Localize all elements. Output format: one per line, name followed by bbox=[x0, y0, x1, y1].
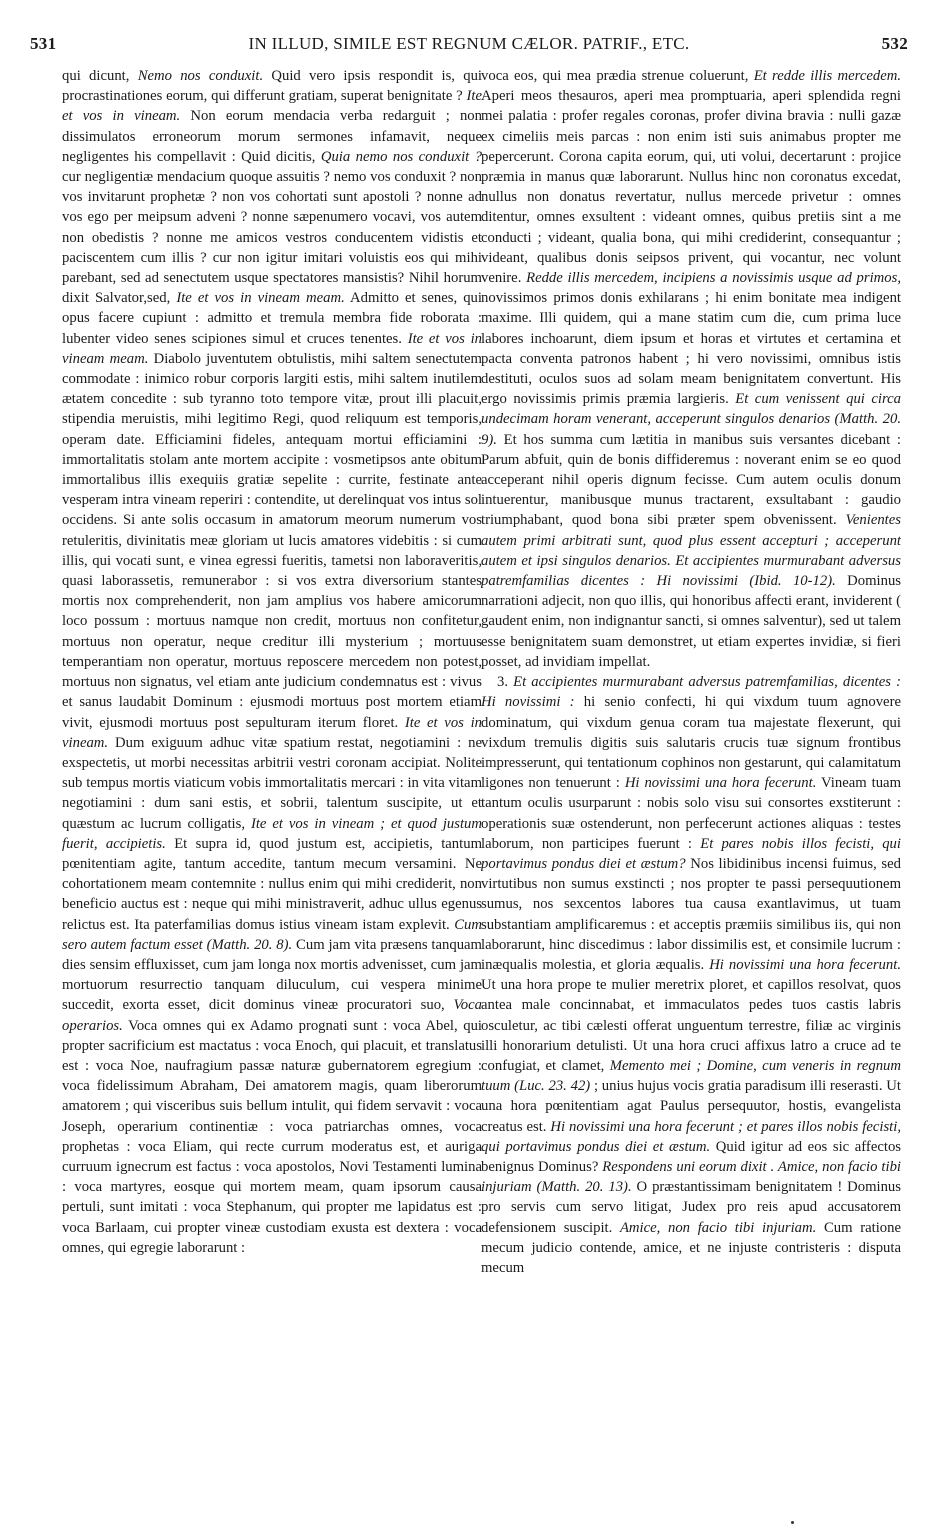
scripture-quote: Voca operarios. bbox=[62, 997, 482, 1034]
scripture-quote: Hi novissimi una hora fecerunt. bbox=[624, 775, 817, 792]
body-text-right bbox=[481, 66, 901, 1278]
scripture-quote: Ite et vos in vineam. bbox=[62, 88, 482, 125]
text-run: Dum exiguum adhuc vitæ spatium restat, negotiamini : ne exspectetis, ut morbi necessitas arbitrii vestri coronam accipiat. Nolite sub tempus mortis viaticum vobis immortalitatis mercari : in vita vitam negotiamini : dum sani estis, et sobrii, talentum suscipite, ut et quæstum ac lucrum colligatis, bbox=[62, 734, 482, 832]
scripture-quote: Nemo nos conduxit. bbox=[137, 68, 264, 84]
text-column-left bbox=[62, 66, 482, 1516]
text-run: novissimos primos donis exhilarans ; hi enim bonitate mea indigent maxime. Illi quidem, qui a mane statim cum die, cum prima luce labores inchoarunt, diem ipsum et horas et virtutes et certamina et pacta conventa patronos habent ; hi vero novissimi, omnibus istis destituti, oculos suos ad solam meam benignitatem convertunt. His ergo novissimis primis præmia largieris. bbox=[481, 290, 901, 408]
scripture-quote: Hi novissimi una hora fecerunt ; et pares illos nobis fecisti, qui portavimus pondus diei et æstum. bbox=[481, 1118, 901, 1155]
text-run: Non eorum mendacia verba redarguit ; non dissimulatos erroneorum morum sermones infamavit, neque negligentes his compellavit : Quid dicitis, bbox=[62, 108, 482, 165]
page-number-right: 532 bbox=[881, 34, 908, 53]
text-run: Dominus narrationi adjecit, non quo illis, qui honoribus affecti erant, inviderent ( gaudent enim, non indignantur sancti, si omnes salventur), sed ut talem esse benignitatem suam demonstret, ut etiam expertes invidiæ, si fieri posset, ad invidiam impellat. bbox=[481, 573, 901, 670]
text-run: cur negligentiæ mendacium quoque assuitis ? nemo vos conduxit ? non vos invitarunt prophetæ ? non vos cohortati sunt apostoli ? nonne ad vos ego per meipsum adveni ? nonne sæpenumero vocavi, vos autem non obedistis ? nonne me amicos vestros conducentem vidistis et paciscentem cum illis ? cur non igitur imitari voluistis eos qui mihi parebant, sed ad senectutem usque spectatores mansistis? Nihil horum dixit Salvator,sed, bbox=[62, 169, 482, 307]
scripture-quote: Ite et vos in vineam meam. bbox=[176, 290, 345, 307]
scripture-quote: Et pares nobis illos fecisti, qui portavimus pondus diei et æstum? bbox=[481, 835, 901, 872]
text-run: Vineam tuam tantum oculis usurparunt : nobis solo visu sui consortes exstiterunt : operationis suæ ostenderunt, non perfecerunt actiones aliquas : testes laborum, non participes fuerunt : bbox=[481, 775, 901, 852]
running-title: IN ILLUD, SIMILE EST REGNUM CÆLOR. PATRIF., ETC. bbox=[248, 34, 690, 53]
text-run: qui dicunt, bbox=[62, 68, 138, 84]
body-text-left bbox=[62, 66, 482, 1258]
scripture-quote: Hi novissimi una hora fecerunt. bbox=[709, 956, 901, 973]
text-run: Voca omnes qui ex Adamo prognati sunt : voca Abel, qui propter sacrificium est mactatus : voca Enoch, qui placuit, et translatus est : voca Noe, naufragium passæ naturæ gubernatorem egregium : voca fidelissimum Abraham, Dei amatorem magis, quam liberorum amatorem ; qui visceribus suis bellum intulit, qui fidem servavit : voca Joseph, operarium continentiæ : voca patriarchas omnes, voca prophetas : voca Eliam, qui recte currum moderatus est, et auriga curruum ignecrum est factus : voca apostolos, Novi Testamenti lumina : voca martyres, eosque qui mortem meam, quam ipsorum causa pertuli, sunt imitati : voca Stephanum, qui propter me lapidatus est : voca Barlaam, cui propter vineæ custodiam exusta est dextera : voca omnes, qui egregie laborarunt : bbox=[62, 1017, 482, 1256]
scripture-quote: Venientes autem primi arbitrati sunt, quod plus essent accepturi ; acceperunt autem et ipsi singulos denarios. Et accipientes murmurabant adversus patremfamilias dicentes : Hi novissimi (Ibid. 10-12). bbox=[481, 512, 901, 590]
text-run: Diabolo juventutem obtulistis, mihi saltem senectutem commodate : inimico robur corporis largiti estis, mihi saltem inutilem ætatem concedite : sub tyranno toto tempore vitæ, prout illi placuit, stipendia meruistis, mihi legitimo Regi, quod reliquum est temporis, operam date. Efficiamini fideles, antequam mortui efficiamini : immortalitatis stolam ante mortem accipite : vosmetipsos ante obitum immortalibus illis exequiis gratiæ sepelite : currite, festinate ante vesperam intra vineam reperiri : contendite, ut derelinquat vos intus sol occidens. Si ante solis occasum in amatorum meorum numerum vos retuleritis, divinitatis meæ gloriam ut lucis amatores videbitis : si cum illis, qui vocati sunt, e vinea egressi fueritis, tametsi non laboraveritis, quasi laborassetis, remunerabor : si vos extra diversorium stantes mortis nox comprehenderit, non jam amplius vos habere amicorum loco possum : mortuus namque non credit, mortuus non confitetur, mortuus non operatur, neque creditur illi mysterium ; mortuus temperantiam non operatur, mortuus reposcere mercedem non potest, mortuus non signatus, vel etiam ante judicium condemnatus est : vivus et sanus laudabit Dominum : ejusmodi mortuus post mortem etiam vivit, ejusmodi mortuus post sepulturam iterum floret. bbox=[62, 350, 482, 731]
text-column-right bbox=[481, 66, 901, 1516]
scripture-quote: Et cum venissent qui circa undecimam horam venerant, acceperunt singulos denarios (Matth. 20. 9). bbox=[481, 391, 901, 448]
scripture-quote: Respondens uni eorum dixit . Amice, non facio tibi injuriam (Matth. 20. 13). bbox=[481, 1158, 901, 1196]
text-run: Nos libidinibus incensi fuimus, sed virtutibus non sumus exstincti ; nos propter te passi persequutionem sumus, nos sexcentos labores tua causa exantlavimus, ut tuam substantiam amplificaremus : et acceptis præmiis similibus iis, qui non laborarunt, hinc discedimus : labor dissimilis est, et consimile lucrum : inæqualis molestia, et gloria æqualis. bbox=[481, 855, 901, 973]
ink-speck bbox=[791, 1521, 794, 1524]
scripture-quote: Ite et vos in vineam ; et quod justum fuerit, accipietis. bbox=[62, 815, 482, 852]
scripture-quote: Et redde illis mercedem. bbox=[753, 68, 901, 84]
text-run: Et supra id, quod justum est, accipietis, tantum pœnitentiam agite, tantum accedite, tantum mecum versamini. Ne cohortationem meam contemnite : nullus enim qui mihi crediderit, non beneficio auctus est : neque qui mihi ministraverit, adhuc ullus egenus relictus est. Ita paterfamilias domus istius vineam istam explevit. bbox=[62, 835, 482, 933]
text-run: O præstantissimam benignitatem ! Dominus pro servis cum servo litigat, Judex pro reis apud accusatorem defensionem suscipit. bbox=[481, 1179, 901, 1236]
scripture-quote: Memento mei ; Domine, cum veneris in regnum tuum (Luc. 23. 42) bbox=[481, 1057, 901, 1095]
page-number-left: 531 bbox=[30, 34, 57, 53]
text-run: 3. bbox=[497, 674, 514, 691]
scripture-quote: Et accipientes murmurabant adversus patremfamilias, dicentes : Hi novissimi : bbox=[481, 674, 901, 711]
text-run: Aperi meos thesauros, aperi mea promptuaria, aperi splendida regni mei palatia : profer regales coronas, profer divina bravia : nulli gazæ ex cimeliis meis parcas : non enim isti suis animabus propter me pepercerunt. Corona capita eorum, qui, uti volui, decertarunt : projice præmia in manus quæ laborarunt. Nullus hinc non coronatus excedat, nullus non donatus revertatur, nullus mercede privetur : omnes ditentur, omnes exsultent : videant omnes, quibus pretiis sint a me conducti ; videant, qualia bona, qui mihi crediderint, consequantur ; videant, qualibus donis seipsos privent, qui vocantur, nec volunt venire. bbox=[481, 88, 901, 287]
text-run: hi senio confecti, hi qui vixdum tuum agnovere dominatum, qui vixdum genua coram tua majestate flexerunt, qui vixdum tremulis digitis suis salutaris crucis tuæ signum frontibus impresserunt, qui tentationum cophinos non gestarunt, qui calamitatum ligones non tenuerunt : bbox=[481, 694, 901, 792]
scripture-quote: Redde illis mercedem, incipiens a novissimis usque ad primos, bbox=[526, 270, 901, 287]
text-run: Cum jam vita præsens tanquam dies sensim effluxisset, cum jam longa nox mortis advenisset, cum jam mortuorum resurrectio tanquam diluculum, cui vespera minime succedit, exorta esset, dicit dominus vineæ procuratori suo, bbox=[62, 936, 482, 1014]
text-run: Cum ratione mecum judicio contende, amice, et ne injuste contristeris : disputa mecum bbox=[481, 1219, 901, 1276]
text-run: ; unius hujus vocis gratia paradisum illi reserasti. Ut una hora pœnitentiam agat Paulus persequutor, hostis, evangelista creatus est. bbox=[481, 1078, 901, 1135]
text-run: Admitto et senes, qui opus facere cupiunt : admitto et tremula membra fide roborata : lubenter video senes scipiones simul et cruces tenentes. bbox=[62, 290, 482, 347]
scripture-quote: Amice, non facio tibi injuriam. bbox=[619, 1219, 817, 1236]
scripture-quote: Ite et vos in vineam. bbox=[62, 714, 482, 751]
text-run: Quid vero ipsis respondit is, qui procrastinationes eorum, qui differunt gratiam, superat benignitate ? bbox=[62, 68, 482, 105]
scripture-quote: Ite et vos in vineam meam. bbox=[62, 330, 482, 367]
text-run: voca eos, qui mea prædia strenue coluerunt, bbox=[481, 68, 754, 84]
text-run: Ut una hora prope te mulier meretrix ploret, et capillos resolvat, quos antea male concinnabat, et immaculatos pedes tuos castis labris osculetur, ac tibi cælesti offerat unguentum terrestre, filiæ ac virginis illi honorarium detulisti. Ut una hora cruci affixus latro a cruce ad te confugiat, et clamet, bbox=[481, 977, 901, 1074]
text-run: Quid igitur ad eos sic affectos benignus Dominus? bbox=[481, 1138, 901, 1175]
scripture-quote: Cum sero autem factum esset (Matth. 20. 8). bbox=[62, 916, 482, 953]
running-header bbox=[30, 34, 908, 58]
scripture-quote: Quia nemo nos conduxit ? bbox=[320, 148, 482, 165]
text-run: Et hos summa cum lætitia in manibus suis versantes dicebant : Parum abfuit, quin de bonis diffideremus : noverant enim se eo quod acceperant nihil operis dignum fecisse. Cum autem oculis donum intuerentur, manibusque munus tractarent, exsultabant : gaudio triumphabant, quod bona sibi præter spem obvenissent. bbox=[481, 431, 901, 529]
